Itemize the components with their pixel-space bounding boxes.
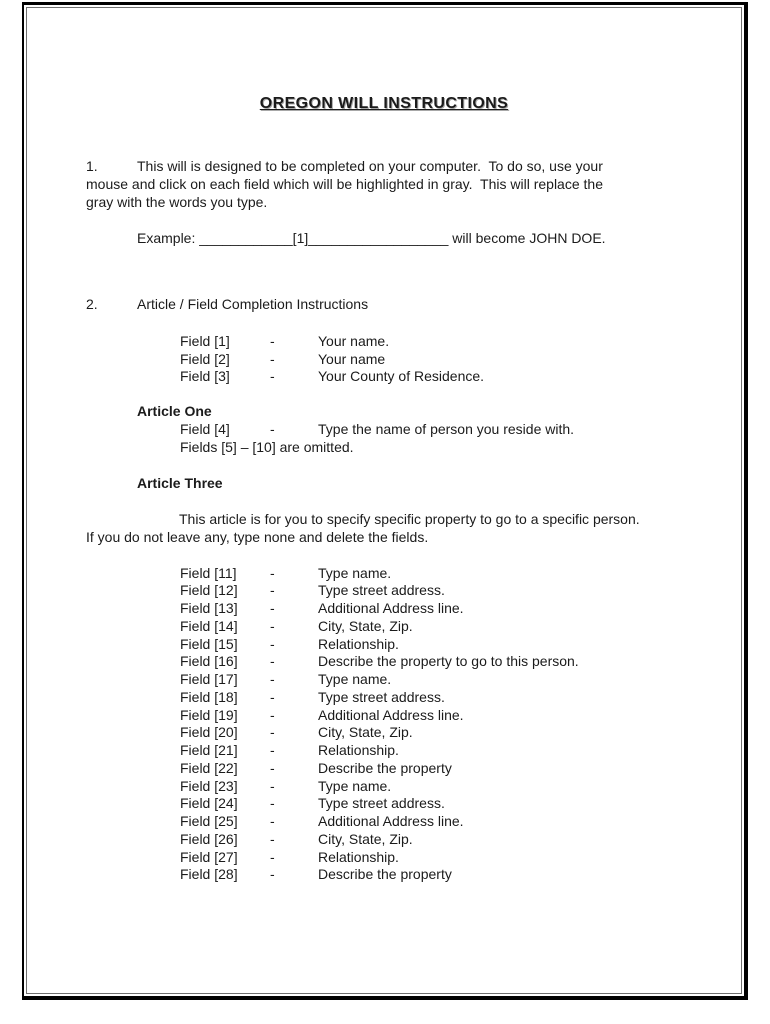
field-label: Field [18] [180,688,238,705]
field-row [180,333,741,351]
field-separator-dash: - [270,350,275,367]
field-label: Field [16] [180,653,238,670]
field-label: Field [25] [180,813,238,829]
article-one-section [27,403,741,456]
article-one-heading: Article One [137,403,212,419]
field-description: Additional Address line. [318,706,464,723]
field-label: Field [26] [180,830,238,847]
field-separator-dash: - [270,332,275,349]
field-separator-dash: - [270,795,275,812]
field-row [180,636,741,654]
section-2-heading [27,296,741,314]
page-inner-border [26,7,742,994]
field-row [180,742,741,760]
field-row [180,760,741,778]
paragraph-1-line: mouse and click on each field which will be highlighted in gray. This will replace the [86,175,603,192]
field-separator-dash: - [270,830,275,847]
field-row [180,368,741,386]
field-row [180,849,741,867]
field-description: Additional Address line. [318,600,464,616]
field-separator-dash: - [270,635,275,652]
field-label: Field [28] [180,866,238,883]
field-row [180,778,741,796]
field-row [180,689,741,707]
field-separator-dash: - [270,368,275,385]
field-row [180,831,741,849]
field-description: Describe the property to go to this person. [318,653,579,670]
field-separator-dash: - [270,600,275,616]
field-separator-dash: - [270,777,275,794]
field-label: Field [24] [180,795,238,812]
field-separator-dash: - [270,671,275,687]
page-outer-border [22,2,748,1000]
field-description: Relationship. [318,635,399,652]
field-label: Field [17] [180,671,238,687]
field-row [180,582,741,600]
field-row [180,421,741,439]
field-description: Type street address. [318,795,445,812]
paragraph-1 [27,158,741,211]
general-field-list [27,333,741,386]
field-description: City, State, Zip. [318,617,413,634]
field-row [180,653,741,671]
field-row [180,565,741,583]
article-three-paragraph-line: This article is for you to specify specific property to go to a specific person. [179,511,640,527]
field-separator-dash: - [270,706,275,723]
omitted-fields-note: Fields [5] – [10] are omitted. [180,438,354,455]
field-description: Relationship. [318,742,399,758]
field-label: Field [11] [180,564,237,581]
field-row [180,618,741,636]
field-row [180,724,741,742]
field-label: Field [2] [180,350,230,367]
field-separator-dash: - [270,653,275,670]
field-description: Your name [318,350,386,367]
field-row [180,351,741,369]
article-three-heading: Article Three [137,475,223,492]
field-description: Type name. [318,671,392,687]
field-description: Your County of Residence. [318,368,485,385]
article-three-paragraph [27,511,741,547]
field-row [180,600,741,618]
field-description: City, State, Zip. [318,830,413,847]
document-page [27,8,741,993]
field-label: Field [20] [180,724,238,741]
paragraph-1-line: gray with the words you type. [86,193,268,210]
field-label: Field [12] [180,582,238,599]
field-label: Field [14] [180,617,238,634]
field-separator-dash: - [270,866,275,883]
document-title: OREGON WILL INSTRUCTIONS [259,95,509,112]
article-three-field-list [27,565,741,885]
field-separator-dash: - [270,813,275,829]
field-label: Field [22] [180,759,238,776]
section-2-number: 2. [86,296,98,312]
paragraph-1-number: 1. [86,158,98,174]
field-description: Type street address. [318,688,445,705]
field-separator-dash: - [270,688,275,705]
field-description: Your name. [318,332,390,349]
field-description: City, State, Zip. [318,724,413,741]
field-row [180,795,741,813]
field-row [180,866,741,884]
field-separator-dash: - [270,564,275,581]
field-separator-dash: - [270,582,275,599]
field-separator-dash: - [270,617,275,634]
field-separator-dash: - [270,420,275,437]
field-separator-dash: - [270,759,275,776]
section-2-title: Article / Field Completion Instructions [137,296,369,312]
field-description: Additional Address line. [318,813,464,829]
field-description: Type name. [318,777,392,794]
paragraph-1-line: This will is designed to be completed on your computer. To do so, use your [137,158,603,174]
field-label: Field [15] [180,635,238,652]
field-label: Field [13] [180,600,238,616]
field-row [180,813,741,831]
field-label: Field [3] [180,368,230,385]
field-label: Field [19] [180,706,238,723]
field-description: Describe the property [318,759,452,776]
article-one-field-list [27,421,741,439]
field-description: Type the name of person you reside with. [318,420,575,437]
field-row [180,671,741,689]
article-three-paragraph-line: If you do not leave any, type none and delete the fields. [86,528,429,545]
field-label: Field [4] [180,420,230,437]
example-line: Example: ____________[1]__________________ will become JOHN DOE. [137,230,606,247]
field-description: Type name. [318,564,392,581]
field-label: Field [27] [180,848,238,865]
field-description: Describe the property [318,866,452,883]
field-label: Field [21] [180,742,238,758]
article-three-section [27,475,741,884]
field-row [180,707,741,725]
field-description: Type street address. [318,582,445,599]
field-description: Relationship. [318,848,399,865]
field-label: Field [1] [180,332,230,349]
field-separator-dash: - [270,742,275,758]
field-separator-dash: - [270,724,275,741]
field-label: Field [23] [180,777,238,794]
field-separator-dash: - [270,848,275,865]
